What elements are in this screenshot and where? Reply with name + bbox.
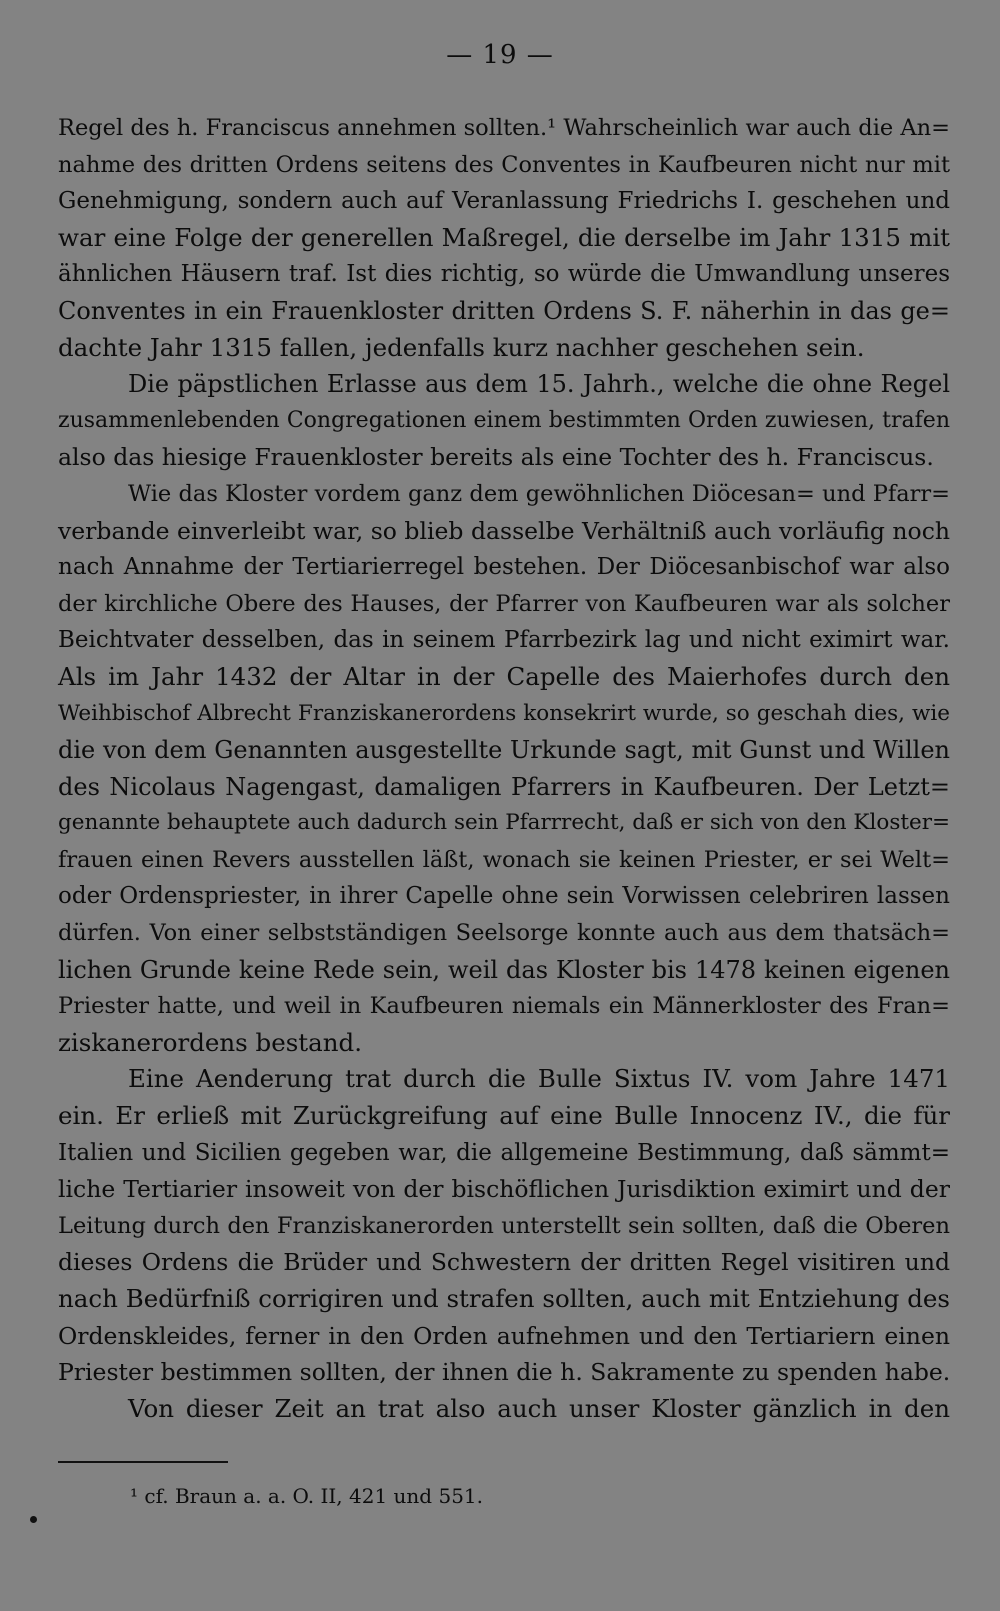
text-line: des Nicolaus Nagengast, damaligen Pfarrers in Kaufbeuren. Der Letzt= [58,772,950,801]
text-line: Leitung durch den Franziskanerorden unterstellt sein sollten, daß die Oberen [58,1212,950,1239]
text-line: Genehmigung, sondern auch auf Veranlassung Friedrichs I. geschehen und [58,188,950,215]
text-line: Weihbischof Albrecht Franziskanerordens konsekrirt wurde, so geschah dies, wie [58,700,950,726]
text-line: Regel des h. Franciscus annehmen sollten.¹ Wahrscheinlich war auch die An= [58,115,950,141]
text-line: Italien und Sicilien gegeben war, die allgemeine Bestimmung, daß sämmt= [58,1139,950,1166]
text-line: ziskanerordens bestand. [58,1027,363,1057]
text-line: Conventes in ein Frauenkloster dritten Ordens S. F. näherhin in das ge= [58,296,950,325]
text-line: frauen einen Revers ausstellen läßt, wonach sie keinen Priester, er sei Welt= [58,846,950,873]
text-line: dürfen. Von einer selbstständigen Seelsorge konnte auch aus dem thatsäch= [58,920,950,947]
text-line: Ordenskleides, ferner in den Orden aufnehmen und den Tertiariern einen [58,1321,950,1350]
text-line: ein. Er erließ mit Zurückgreifung auf eine Bulle Innocenz IV., die für [58,1101,950,1131]
text-line: Die päpstlichen Erlasse aus dem 15. Jahrh., welche die ohne Regel [128,370,950,399]
text-line: der kirchliche Obere des Hauses, der Pfarrer von Kaufbeuren war als solcher [58,590,950,617]
page-number: — 19 — [446,40,554,70]
text-line: war eine Folge der generellen Maßregel, die derselbe im Jahr 1315 mit [58,222,950,252]
text-line: Priester hatte, und weil in Kaufbeuren niemals ein Männerkloster des Fran= [58,993,950,1020]
text-line: nach Bedürfniß corrigiren und strafen sollten, auch mit Entziehung des [58,1284,950,1313]
text-line: nach Annahme der Tertiarierregel bestehen. Der Diöcesanbischof war also [58,554,950,581]
text-line: oder Ordenspriester, in ihrer Capelle ohne sein Vorwissen celebriren lassen [58,883,950,910]
text-line: Als im Jahr 1432 der Altar in der Capelle des Maierhofes durch den [58,661,950,691]
text-line: nahme des dritten Ordens seitens des Conventes in Kaufbeuren nicht nur mit [58,151,950,178]
text-line: also das hiesige Frauenkloster bereits als eine Tochter des h. Franciscus. [58,443,934,472]
print-speck [30,1516,37,1523]
text-line: Eine Aenderung trat durch die Bulle Sixtus IV. vom Jahre 1471 [128,1064,950,1094]
text-line: lichen Grunde keine Rede sein, weil das Kloster bis 1478 keinen eigenen [58,955,950,984]
text-line: Von dieser Zeit an trat also auch unser Kloster gänzlich in den [128,1393,950,1423]
footnote-divider [58,1461,228,1463]
text-line: dieses Ordens die Brüder und Schwestern der dritten Regel visitiren und [58,1248,950,1277]
text-line: genannte behauptete auch dadurch sein Pfarrrecht, daß er sich von den Kloster= [58,810,951,836]
text-line: verbande einverleibt war, so blieb dasselbe Verhältniß auch vorläufig noch [58,516,950,545]
text-line: zusammenlebenden Congregationen einem bestimmten Orden zuwiesen, trafen [58,407,950,433]
text-line: dachte Jahr 1315 fallen, jedenfalls kurz nachher geschehen sein. [58,332,865,362]
text-line: ähnlichen Häusern traf. Ist dies richtig, so würde die Umwandlung unseres [58,261,950,288]
text-line: Priester bestimmen sollten, der ihnen die h. Sakramente zu spenden habe. [58,1358,951,1387]
text-line: Beichtvater desselben, das in seinem Pfarrbezirk lag und nicht eximirt war. [58,627,950,654]
text-line: Wie das Kloster vordem ganz dem gewöhnlichen Diöcesan= und Pfarr= [128,480,950,507]
body-text [58,110,950,1427]
text-line: die von dem Genannten ausgestellte Urkunde sagt, mit Gunst und Willen [58,736,950,765]
text-line: liche Tertiarier insoweit von der bischöflichen Jurisdiktion eximirt und der [58,1175,950,1204]
footnote: ¹ cf. Braun a. a. O. II, 421 und 551. [130,1484,483,1508]
